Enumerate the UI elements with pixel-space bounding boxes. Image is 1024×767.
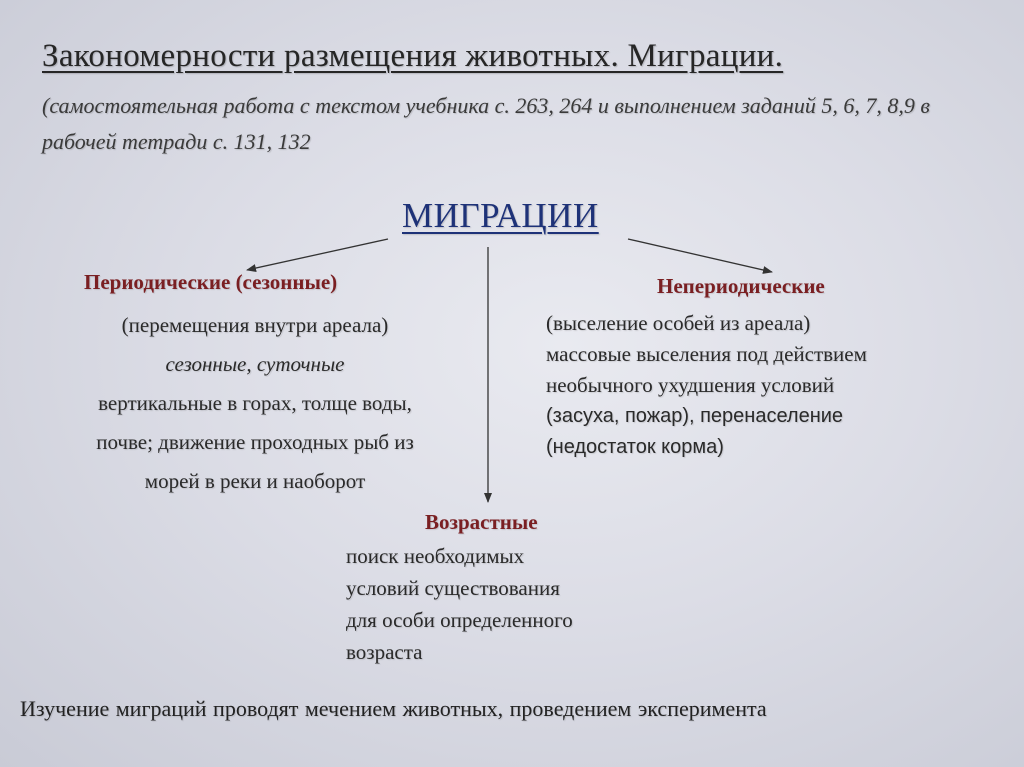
periodic-line-3: вертикальные в горах, толще воды,: [98, 391, 412, 415]
age-line-1: поиск необходимых: [346, 544, 525, 568]
age-heading: Возрастные: [425, 510, 538, 534]
nonperiodic-description: [546, 308, 867, 463]
periodic-line-5: морей в реки и наоборот: [144, 469, 366, 493]
footer-note: Изучение миграций проводят мечением животных, проведением эксперимента: [20, 696, 767, 721]
age-line-4: возраста: [346, 640, 423, 664]
age-description: [346, 540, 573, 668]
nonperiodic-heading: Непериодические: [657, 274, 825, 298]
slide-title: Закономерности размещения животных. Миграции.: [42, 38, 784, 74]
nonperiodic-line-2: массовые выселения под действием: [546, 342, 867, 366]
periodic-line-2: сезонные, суточные: [165, 352, 345, 376]
periodic-line-1: (перемещения внутри ареала): [121, 313, 389, 337]
slide-subtitle: (самостоятельная работа с текстом учебника с. 263, 264 и выполнением заданий 5, 6, 7, 8,9 в рабочей тетради с. 131, 132: [42, 93, 930, 154]
periodic-description: [30, 306, 480, 501]
nonperiodic-line-5: (недостаток корма): [546, 436, 724, 458]
nonperiodic-line-3: необычного ухудшения условий: [546, 373, 835, 397]
diagram-root-migrations: МИГРАЦИИ: [402, 196, 599, 235]
arrow-to-nonperiodic: [628, 239, 772, 272]
periodic-line-4: почве; движение проходных рыб из: [96, 430, 414, 454]
nonperiodic-line-1: (выселение особей из ареала): [546, 311, 811, 335]
age-line-2: условий существования: [346, 576, 560, 600]
nonperiodic-line-4: (засуха, пожар), перенаселение: [546, 405, 844, 427]
periodic-heading: Периодические (сезонные): [84, 270, 338, 294]
arrow-to-periodic: [247, 239, 388, 270]
age-line-3: для особи определенного: [346, 608, 573, 632]
